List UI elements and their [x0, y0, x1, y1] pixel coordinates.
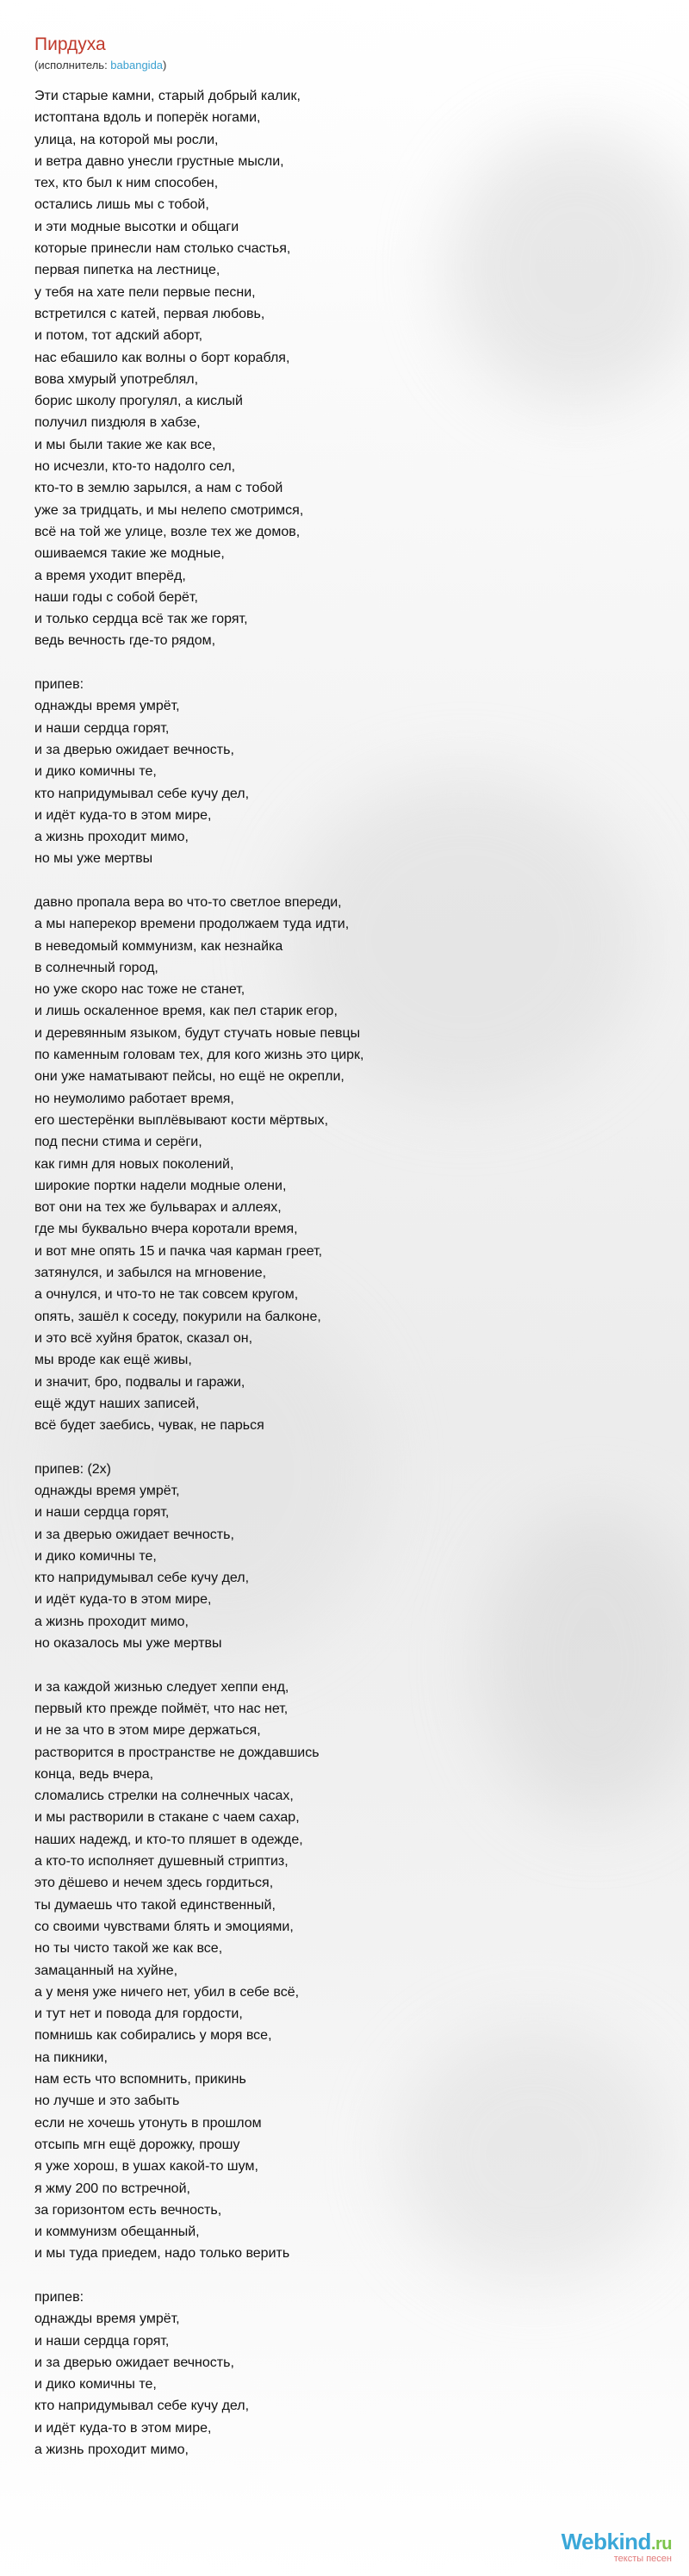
lyrics-line: а у меня уже ничего нет, убил в себе всё,: [34, 1984, 300, 2000]
song-content: [34, 34, 655, 2461]
lyrics-line: но уже скоро нас тоже не станет,: [34, 982, 245, 998]
lyrics-line: широкие портки надели модные олени,: [34, 1178, 287, 1193]
lyrics-line: Эти старые камни, старый добрый калик,: [34, 89, 301, 103]
lyrics-line: на пикники,: [34, 2050, 108, 2065]
lyrics-line: в солнечный город,: [34, 960, 158, 975]
lyrics-line: у тебя на хате пели первые песни,: [34, 284, 256, 300]
lyrics-line: встретился с катей, первая любовь,: [34, 306, 265, 321]
song-title: Пирдуха: [34, 34, 106, 54]
lyrics-line: растворится в пространстве не дождавшись: [34, 1745, 320, 1760]
lyrics-line: и ветра давно унесли грустные мысли,: [34, 153, 284, 169]
lyrics-line: припев:: [34, 2289, 84, 2305]
lyrics-line: но мы уже мертвы: [34, 851, 153, 867]
lyrics-line: и за каждой жизнью следует хеппи енд,: [34, 1679, 289, 1695]
lyrics-line: первый кто прежде поймёт, что нас нет,: [34, 1701, 289, 1716]
lyrics-line: кто напридумывал себе кучу дел,: [34, 1571, 250, 1586]
lyrics-line: и коммунизм обещанный,: [34, 2224, 200, 2240]
lyrics-line: где мы буквально вчера коротали время,: [34, 1222, 298, 1237]
lyrics-line: и вот мне опять 15 и пачка чая карман греет,: [34, 1243, 323, 1259]
lyrics-line: но ты чисто такой же как все,: [34, 1941, 223, 1957]
lyrics-blank-line: [34, 2265, 655, 2287]
lyrics-line: и значит, бро, подвалы и гаражи,: [34, 1374, 245, 1390]
lyrics-line: и мы были такие же как все,: [34, 437, 216, 452]
lyrics-line: всё на той же улице, возле тех же домов,: [34, 524, 301, 539]
performer-suffix: ): [163, 59, 167, 72]
lyrics-line: и тут нет и повода для гордости,: [34, 2007, 243, 2022]
brand-tld: .ru: [650, 2535, 672, 2554]
lyrics-line: наших надежд, и кто-то пляшет в одежде,: [34, 1832, 303, 1847]
performer-prefix: (исполнитель:: [34, 59, 111, 72]
lyrics-line: наши годы с собой берёт,: [34, 589, 198, 605]
lyrics-line: помнишь как собирались у моря все,: [34, 2028, 272, 2044]
lyrics-line: опять, зашёл к соседу, покурили на балконе,: [34, 1309, 321, 1324]
lyrics-line: за горизонтом есть вечность,: [34, 2202, 222, 2218]
lyrics-line: и мы растворили в стакане с чаем сахар,: [34, 1810, 300, 1826]
lyrics-line: они уже наматывают пейсы, но ещё не окрепли,: [34, 1069, 344, 1085]
lyrics-line: если не хочешь утонуть в прошлом: [34, 2115, 262, 2131]
lyrics-line: и наши сердца горят,: [34, 1505, 170, 1521]
lyrics-line: отсыпь мгн ещё дорожку, прошу: [34, 2137, 240, 2152]
lyrics-line: затянулся, и забылся на мгновение,: [34, 1266, 267, 1281]
lyrics-line: а время уходит вперёд,: [34, 568, 186, 583]
lyrics-line: вот они на тех же бульварах и аллеях,: [34, 1200, 282, 1216]
lyrics-line: и только сердца всё так же горят,: [34, 612, 248, 627]
lyrics-line: и идёт куда-то в этом мире,: [34, 807, 212, 823]
lyrics-line: однажды время умрёт,: [34, 699, 180, 714]
lyrics-line: но оказалось мы уже мертвы: [34, 1636, 222, 1652]
lyrics-line: в неведомый коммунизм, как незнайка: [34, 938, 283, 954]
lyrics-line: конца, ведь вчера,: [34, 1766, 154, 1782]
lyrics-blank-line: [34, 1436, 655, 1458]
performer-link[interactable]: babangida: [110, 59, 164, 72]
lyrics-line: и лишь оскаленное время, как пел старик егор,: [34, 1004, 338, 1019]
lyrics-line: и за дверью ожидает вечность,: [34, 1527, 234, 1542]
lyrics-line: ты думаешь что такой единственный,: [34, 1897, 276, 1913]
lyrics-line: но неумолимо работает время,: [34, 1091, 234, 1106]
lyrics-line: я уже хорош, в ушах какой-то шум,: [34, 2159, 258, 2175]
lyrics-line: остались лишь мы с тобой,: [34, 197, 209, 213]
lyrics-line: и дико комичны те,: [34, 2377, 157, 2392]
lyrics-line: но лучше и это забыть: [34, 2094, 180, 2109]
lyrics-line: и идёт куда-то в этом мире,: [34, 2420, 212, 2436]
lyrics-line: и не за что в этом мире держаться,: [34, 1723, 261, 1739]
lyrics-line: ведь вечность где-то рядом,: [34, 633, 216, 649]
lyrics-line: однажды время умрёт,: [34, 1484, 180, 1498]
lyrics-line: и наши сердца горят,: [34, 2333, 170, 2349]
lyrics-line: со своими чувствами блять и эмоциями,: [34, 1919, 294, 1934]
lyrics-line: и дико комичны те,: [34, 764, 157, 780]
lyrics-line: кто-то в землю зарылся, а нам с тобой: [34, 481, 283, 496]
lyrics-line: ещё ждут наших записей,: [34, 1396, 200, 1411]
lyrics-line: получил пиздюля в хабзе,: [34, 415, 201, 431]
lyrics-line: всё будет заебись, чувак, не парься: [34, 1418, 264, 1434]
lyrics-line: уже за тридцать, и мы нелепо смотримся,: [34, 502, 304, 518]
lyrics-line: я жму 200 по встречной,: [34, 2181, 190, 2196]
lyrics-line: а жизнь проходит мимо,: [34, 1614, 189, 1629]
lyrics-line: а кто-то исполняет душевный стриптиз,: [34, 1854, 289, 1870]
lyrics-blank-line: [34, 870, 655, 892]
lyrics-line: улица, на которой мы росли,: [34, 132, 219, 147]
lyrics-line: по каменным головам тех, для кого жизнь это цирк,: [34, 1048, 364, 1063]
lyrics-line: борис школу прогулял, а кислый: [34, 394, 243, 409]
brand-name-text: Webkind: [561, 2529, 651, 2554]
lyrics-line: тех, кто был к ним способен,: [34, 176, 219, 191]
lyrics-line: это дёшево и нечем здесь гордиться,: [34, 1876, 274, 1891]
lyrics-line: а мы наперекор времени продолжаем туда идти,: [34, 917, 350, 932]
lyrics-line: сломались стрелки на солнечных часах,: [34, 1789, 294, 1804]
lyrics-line: нас ебашило как волны о борт корабля,: [34, 350, 290, 365]
lyrics-line: нам есть что вспомнить, прикинь: [34, 2072, 246, 2088]
lyrics-line: замацанный на хуйне,: [34, 1963, 178, 1978]
lyrics-line: и деревянным языком, будут стучать новые певцы: [34, 1025, 361, 1041]
lyrics-line: и за дверью ожидает вечность,: [34, 2355, 234, 2370]
lyrics-blank-line: [34, 652, 655, 674]
performer-line: [34, 59, 655, 72]
lyrics-line: мы вроде как ещё живы,: [34, 1353, 192, 1368]
lyrics-line: припев: (2x): [34, 1461, 112, 1477]
lyrics-line: а жизнь проходит мимо,: [34, 830, 189, 845]
lyrics-blank-line: [34, 1654, 655, 1676]
lyrics-line: и это всё хуйня браток, сказал он,: [34, 1330, 253, 1346]
lyrics-line: и мы туда приедем, надо только верить: [34, 2246, 290, 2262]
lyrics-line: его шестерёнки выплёвывают кости мёртвых,: [34, 1112, 329, 1128]
lyrics-line: и потом, тот адский аборт,: [34, 328, 203, 344]
lyrics-line: однажды время умрёт,: [34, 2312, 180, 2327]
brand-name: [562, 2529, 672, 2555]
lyrics-line: и дико комичны те,: [34, 1548, 157, 1564]
lyrics-line: а жизнь проходит мимо,: [34, 2442, 189, 2458]
lyrics-line: истоптана вдоль и поперёк ногами,: [34, 110, 261, 126]
lyrics-line: как гимн для новых поколений,: [34, 1156, 234, 1172]
lyrics-line: ошиваемся такие же модные,: [34, 546, 225, 562]
site-logo[interactable]: [562, 2529, 672, 2564]
lyrics-line: и эти модные высотки и общаги: [34, 219, 239, 234]
lyrics-line: кто напридумывал себе кучу дел,: [34, 2399, 250, 2414]
lyrics-line: и наши сердца горят,: [34, 720, 170, 736]
lyrics-line: кто напридумывал себе кучу дел,: [34, 786, 250, 801]
lyrics-line: вова хмурый употреблял,: [34, 371, 199, 387]
lyrics-line: припев:: [34, 677, 84, 693]
lyrics-line: под песни стима и серёги,: [34, 1135, 202, 1150]
lyrics-line: которые принесли нам столько счастья,: [34, 241, 291, 257]
lyrics-line: давно пропала вера во что-то светлое впереди,: [34, 894, 342, 910]
lyrics-line: и за дверью ожидает вечность,: [34, 742, 234, 757]
lyrics-line: и идёт куда-то в этом мире,: [34, 1592, 212, 1608]
lyrics-line: а очнулся, и что-то не так совсем кругом,: [34, 1287, 299, 1303]
brand-subtitle: тексты песен: [613, 2554, 672, 2564]
lyrics-line: первая пипетка на лестнице,: [34, 263, 220, 278]
lyrics-text: [34, 85, 655, 2461]
lyrics-line: но исчезли, кто-то надолго сел,: [34, 459, 236, 475]
